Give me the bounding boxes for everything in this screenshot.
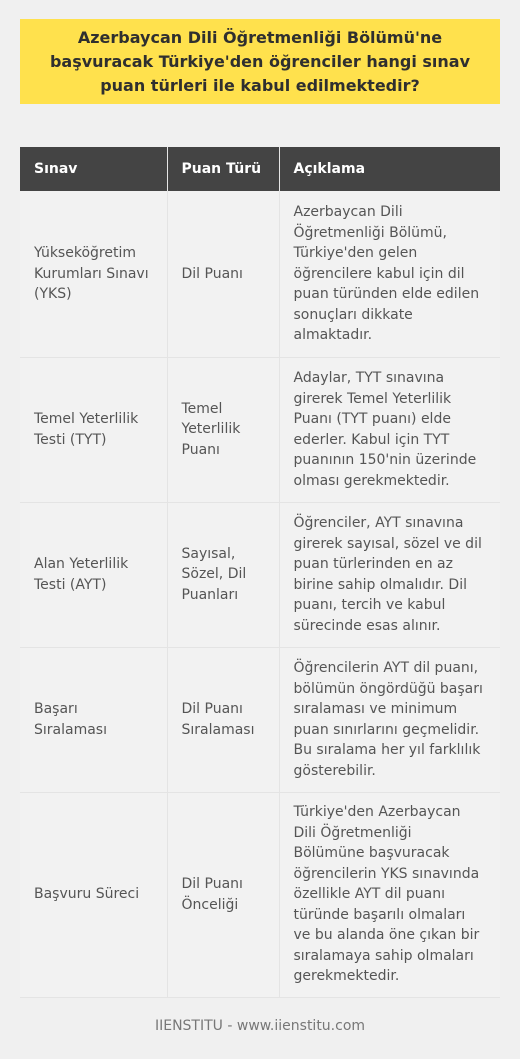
table-header-row xyxy=(20,147,500,191)
cell-exam: Başarı Sıralaması xyxy=(20,647,167,792)
table-row xyxy=(20,647,500,792)
cell-description: Azerbaycan Dili Öğretmenliği Bölümü, Türkiye'den gelen öğrencilere kabul için dil puan türünden elde edilen sonuçları dikkate almaktadır. xyxy=(279,191,500,357)
question-heading: Azerbaycan Dili Öğretmenliği Bölümü'ne başvuracak Türkiye'den öğrenciler hangi sınav puan türleri ile kabul edilmektedir? xyxy=(20,19,500,104)
cell-exam: Yükseköğretim Kurumları Sınavı (YKS) xyxy=(20,191,167,357)
column-header-score-type: Puan Türü xyxy=(167,147,279,191)
table-row xyxy=(20,792,500,997)
table-row xyxy=(20,502,500,647)
cell-score-type: Temel Yeterlilik Puanı xyxy=(167,357,279,502)
cell-exam: Temel Yeterlilik Testi (TYT) xyxy=(20,357,167,502)
column-header-exam: Sınav xyxy=(20,147,167,191)
cell-exam: Başvuru Süreci xyxy=(20,792,167,997)
cell-score-type: Dil Puanı xyxy=(167,191,279,357)
cell-description: Öğrencilerin AYT dil puanı, bölümün öngördüğü başarı sıralaması ve minimum puan sınırlarını geçmelidir. Bu sıralama her yıl farklılık gösterebilir. xyxy=(279,647,500,792)
table-row xyxy=(20,191,500,357)
cell-description: Öğrenciler, AYT sınavına girerek sayısal, sözel ve dil puan türlerinden en az birine sahip olmalıdır. Dil puanı, tercih ve kabul sürecinde esas alınır. xyxy=(279,502,500,647)
cell-score-type: Sayısal, Sözel, Dil Puanları xyxy=(167,502,279,647)
exam-table xyxy=(20,147,500,998)
footer-credit: IIENSTITU - www.iienstitu.com xyxy=(154,1018,366,1034)
column-header-description: Açıklama xyxy=(279,147,500,191)
cell-description: Türkiye'den Azerbaycan Dili Öğretmenliği Bölümüne başvuracak öğrencilerin YKS sınavında özellikle AYT dil puanı türünde başarılı olmaları ve bu alanda öne çıkan bir sıralamaya sahip olmaları gerekmektedir. xyxy=(279,792,500,997)
cell-exam: Alan Yeterlilik Testi (AYT) xyxy=(20,502,167,647)
table-row xyxy=(20,357,500,502)
cell-score-type: Dil Puanı Önceliği xyxy=(167,792,279,997)
cell-score-type: Dil Puanı Sıralaması xyxy=(167,647,279,792)
cell-description: Adaylar, TYT sınavına girerek Temel Yeterlilik Puanı (TYT puanı) elde ederler. Kabul için TYT puanının 150'nin üzerinde olması gerekmektedir. xyxy=(279,357,500,502)
